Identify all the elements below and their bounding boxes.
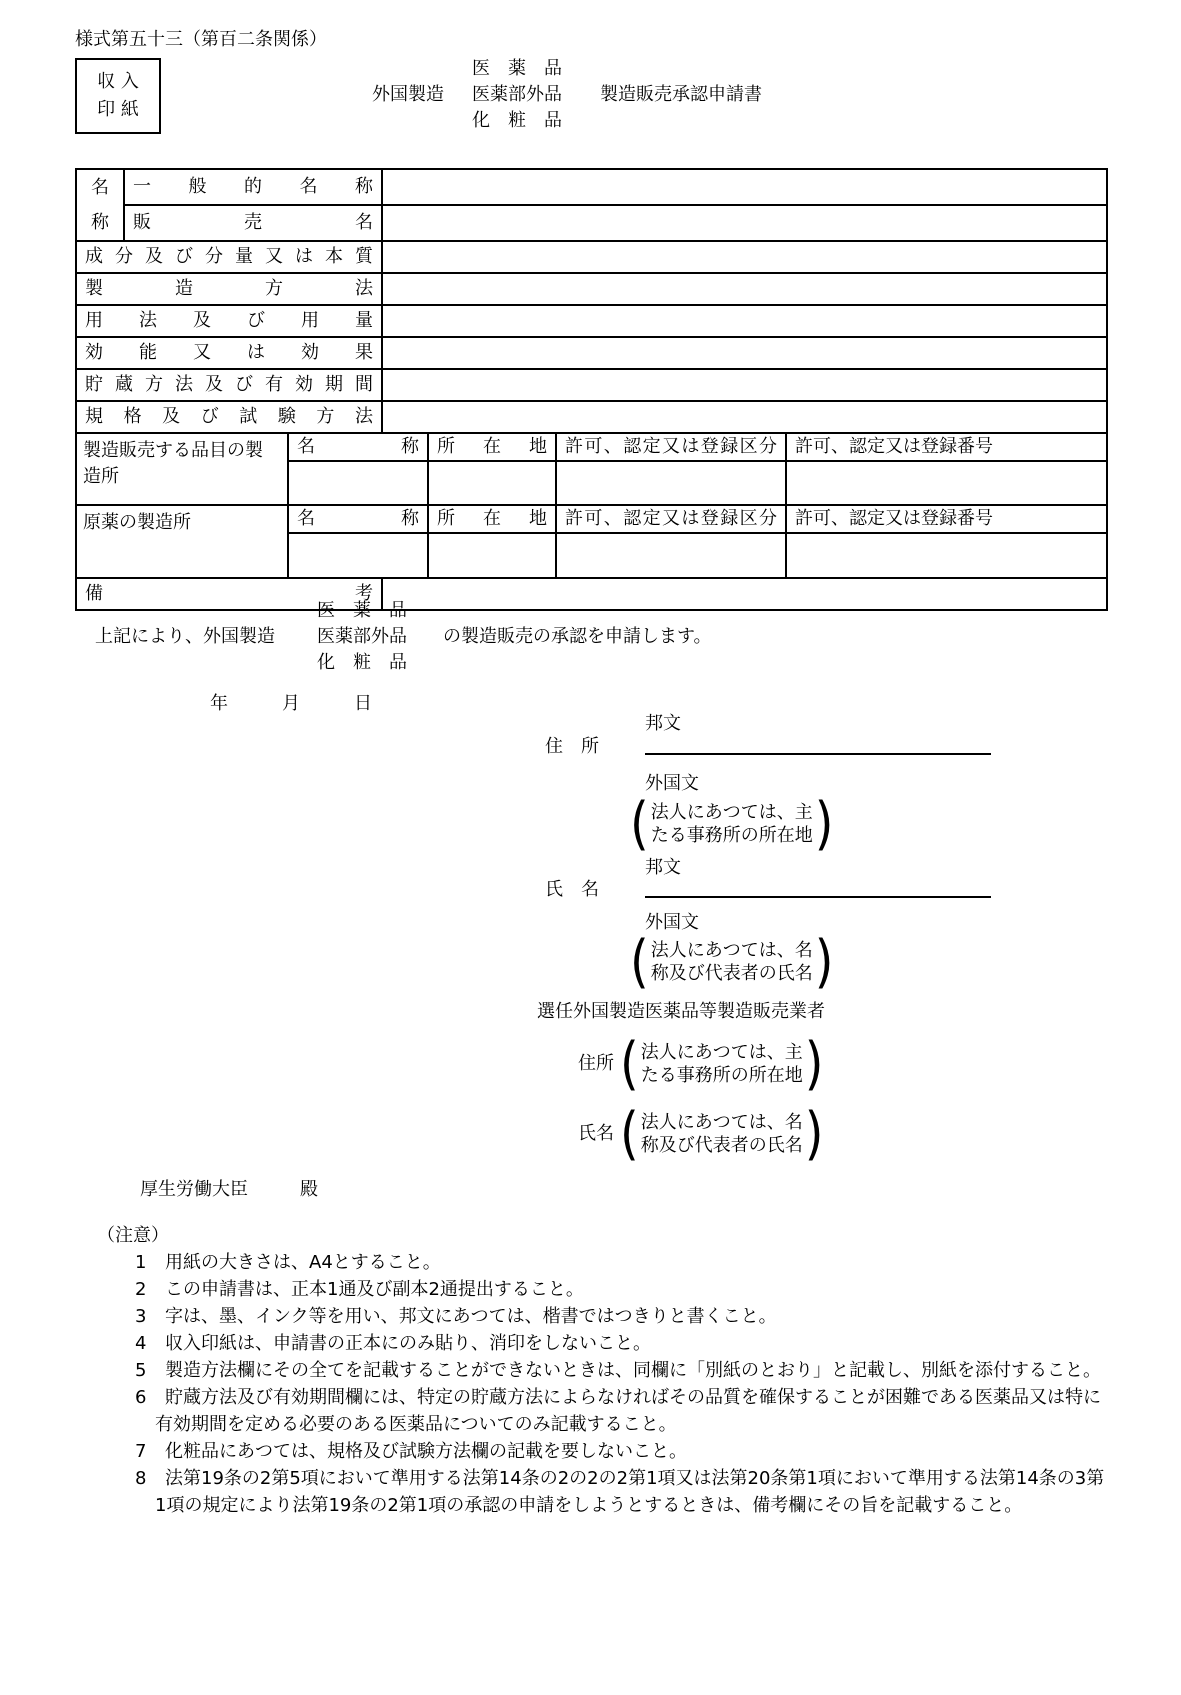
title-prefix: 外国製造 bbox=[372, 83, 444, 105]
title-suffix: 製造販売承認申請書 bbox=[600, 83, 762, 105]
note-text: 化粧品にあつては、規格及び試験方法欄の記載を要しないこと。 bbox=[165, 1441, 687, 1462]
table-row bbox=[76, 505, 1107, 533]
close-paren-icon: ) bbox=[804, 1030, 824, 1098]
revenue-stamp-line2: 印 紙 bbox=[97, 99, 139, 120]
note-number: 7 bbox=[135, 1441, 147, 1462]
agent-name-label: 氏名 bbox=[578, 1122, 614, 1144]
title-product-cosmetic: 化粧品 bbox=[472, 110, 562, 131]
addressee-honorific: 殿 bbox=[300, 1179, 318, 1200]
note-number: 8 bbox=[135, 1468, 147, 1489]
note-item bbox=[97, 1438, 1105, 1465]
specifications-value-cell bbox=[382, 401, 1107, 433]
note-line: 法人にあつては、主 bbox=[640, 1042, 803, 1063]
note-text: 法第19条の2第5項において準用する法第14条の2の2の2第1項又は法第20条第1項において準用する法第14条の3第1項の規定により法第19条の2第1項の承認の申請をしようとするときは、備考欄にその旨を記載すること。 bbox=[155, 1468, 1105, 1516]
applicant-name-corporate-note bbox=[628, 928, 835, 996]
applicant-address-writing-line bbox=[645, 753, 991, 755]
revenue-stamp-line1: 収 入 bbox=[97, 71, 139, 92]
title-product-quasi-drug: 医薬部外品 bbox=[472, 84, 562, 105]
note-text: 字は、墨、インク等を用い、邦文にあつては、楷書ではつきりと書くこと。 bbox=[165, 1306, 777, 1327]
notes-section bbox=[97, 1222, 1105, 1519]
table-row bbox=[76, 337, 1107, 369]
table-row bbox=[76, 205, 1107, 241]
efficacy-label: 効能又は効果 bbox=[76, 337, 382, 369]
note-text: 貯蔵方法及び有効期間欄には、特定の貯蔵方法によらなければその品質を確保することが困難である医薬品又は特に有効期間を定める必要のある医薬品についてのみ記載すること。 bbox=[155, 1387, 1101, 1435]
name-group-label: 名称 bbox=[91, 177, 109, 233]
application-prefix: 上記により、外国製造 bbox=[95, 625, 275, 647]
storage-value-cell bbox=[382, 369, 1107, 401]
manufacturing-sites-table bbox=[75, 432, 1108, 579]
open-paren-icon: ( bbox=[620, 1030, 639, 1098]
applicant-address-japanese-label: 邦文 bbox=[645, 713, 681, 734]
application-product-drug: 医薬品 bbox=[317, 600, 407, 621]
title-product-drug: 医薬品 bbox=[472, 58, 562, 79]
main-table bbox=[75, 168, 1106, 611]
application-suffix: の製造販売の承認を申請します。 bbox=[443, 625, 712, 647]
note-number: 3 bbox=[135, 1306, 147, 1327]
manufacturing-method-label: 製造方法 bbox=[76, 273, 382, 305]
table-row bbox=[76, 305, 1107, 337]
brand-name-value-cell bbox=[382, 205, 1107, 241]
revenue-stamp-box bbox=[75, 58, 161, 134]
efficacy-value-cell bbox=[382, 337, 1107, 369]
product-site-name-cell bbox=[288, 461, 428, 505]
applicant-address-label: 住 所 bbox=[545, 736, 599, 757]
form-number: 様式第五十三（第百二条関係） bbox=[75, 29, 327, 50]
application-product-stack bbox=[317, 598, 407, 676]
agent-heading: 選任外国製造医薬品等製造販売業者 bbox=[537, 1001, 825, 1022]
note-line: 法人にあつては、名 bbox=[650, 940, 813, 961]
note-item bbox=[97, 1276, 1105, 1303]
title-product-stack bbox=[472, 56, 562, 134]
note-text: 製造方法欄にその全てを記載することができないときは、同欄に「別紙のとおり」と記載し、別紙を添付すること。 bbox=[165, 1360, 1101, 1381]
applicant-name-label: 氏 名 bbox=[545, 879, 599, 900]
notes-heading: （注意） bbox=[97, 1225, 169, 1246]
agent-address-label: 住所 bbox=[578, 1052, 614, 1074]
agent-name-row bbox=[578, 1100, 825, 1168]
dosage-value-cell bbox=[382, 305, 1107, 337]
applicant-name-foreign-label: 外国文 bbox=[645, 912, 699, 933]
site-col-license-number: 許可、認定又は登録番号 bbox=[786, 433, 1107, 461]
application-product-quasi-drug: 医薬部外品 bbox=[317, 626, 407, 647]
application-sentence bbox=[95, 598, 712, 676]
specifications-label: 規格及び試験方法 bbox=[76, 401, 382, 433]
site-col-address: 所在地 bbox=[428, 433, 556, 461]
ingredients-label: 成分及び分量又は本質 bbox=[76, 241, 382, 273]
note-number: 6 bbox=[135, 1387, 147, 1408]
addressee-line bbox=[140, 1178, 318, 1202]
note-line: 称及び代表者の氏名 bbox=[640, 1135, 803, 1156]
agent-address-row bbox=[578, 1030, 825, 1098]
product-site-label: 製造販売する品目の製造所 bbox=[76, 433, 288, 505]
note-text: 収入印紙は、申請書の正本にのみ貼り、消印をしないこと。 bbox=[165, 1333, 651, 1354]
general-name-value-cell bbox=[382, 169, 1107, 205]
applicant-name-japanese-label: 邦文 bbox=[645, 857, 681, 878]
brand-name-label: 販売名 bbox=[124, 205, 382, 241]
note-line: 法人にあつては、主 bbox=[650, 802, 813, 823]
product-site-license-number-cell bbox=[786, 461, 1107, 505]
note-line: 法人にあつては、名 bbox=[640, 1112, 803, 1133]
product-site-license-category-cell bbox=[556, 461, 786, 505]
note-item bbox=[97, 1357, 1105, 1384]
remarks-label: 備考 bbox=[76, 578, 382, 610]
agent-name-corporate-note bbox=[618, 1100, 825, 1168]
note-text: 用紙の大きさは、A4とすること。 bbox=[165, 1252, 441, 1273]
api-site-license-category-cell bbox=[556, 533, 786, 578]
close-paren-icon: ) bbox=[814, 790, 834, 858]
site-col-license-category: 許可、認定又は登録区分 bbox=[556, 505, 786, 533]
note-item bbox=[97, 1249, 1105, 1276]
applicant-address-corporate-note bbox=[628, 790, 835, 858]
applicant-address-foreign-label: 外国文 bbox=[645, 773, 699, 794]
note-item bbox=[97, 1330, 1105, 1357]
note-number: 4 bbox=[135, 1333, 147, 1354]
api-site-label: 原薬の製造所 bbox=[76, 505, 288, 578]
note-item bbox=[97, 1465, 1105, 1519]
note-text: この申請書は、正本1通及び副本2通提出すること。 bbox=[165, 1279, 584, 1300]
open-paren-icon: ( bbox=[630, 790, 649, 858]
name-and-fields-table bbox=[75, 168, 1108, 434]
note-number: 2 bbox=[135, 1279, 147, 1300]
form-title bbox=[372, 56, 762, 134]
dosage-label: 用法及び用量 bbox=[76, 305, 382, 337]
name-group-cell bbox=[76, 169, 124, 241]
open-paren-icon: ( bbox=[620, 1100, 639, 1168]
note-item bbox=[97, 1303, 1105, 1330]
note-number: 1 bbox=[135, 1252, 147, 1273]
ingredients-value-cell bbox=[382, 241, 1107, 273]
api-site-address-cell bbox=[428, 533, 556, 578]
site-col-license-number: 許可、認定又は登録番号 bbox=[786, 505, 1107, 533]
product-site-address-cell bbox=[428, 461, 556, 505]
note-line: たる事務所の所在地 bbox=[640, 1065, 803, 1086]
close-paren-icon: ) bbox=[814, 928, 834, 996]
application-product-cosmetic: 化粧品 bbox=[317, 652, 407, 673]
table-row bbox=[76, 433, 1107, 461]
close-paren-icon: ) bbox=[804, 1100, 824, 1168]
note-line: たる事務所の所在地 bbox=[650, 825, 813, 846]
table-row bbox=[76, 369, 1107, 401]
table-row bbox=[76, 401, 1107, 433]
table-row bbox=[76, 241, 1107, 273]
applicant-name-writing-line bbox=[645, 896, 991, 898]
table-row bbox=[76, 273, 1107, 305]
table-row bbox=[76, 169, 1107, 205]
open-paren-icon: ( bbox=[630, 928, 649, 996]
agent-address-corporate-note bbox=[618, 1030, 825, 1098]
note-number: 5 bbox=[135, 1360, 147, 1381]
site-col-name: 名称 bbox=[288, 505, 428, 533]
manufacturing-method-value-cell bbox=[382, 273, 1107, 305]
api-site-name-cell bbox=[288, 533, 428, 578]
note-line: 称及び代表者の氏名 bbox=[650, 963, 813, 984]
note-item bbox=[97, 1384, 1105, 1438]
site-col-name: 名称 bbox=[288, 433, 428, 461]
site-col-address: 所在地 bbox=[428, 505, 556, 533]
api-site-license-number-cell bbox=[786, 533, 1107, 578]
addressee: 厚生労働大臣 bbox=[140, 1179, 248, 1200]
general-name-label: 一般的名称 bbox=[124, 169, 382, 205]
site-col-license-category: 許可、認定又は登録区分 bbox=[556, 433, 786, 461]
storage-label: 貯蔵方法及び有効期間 bbox=[76, 369, 382, 401]
date-line: 年 月 日 bbox=[210, 693, 372, 714]
